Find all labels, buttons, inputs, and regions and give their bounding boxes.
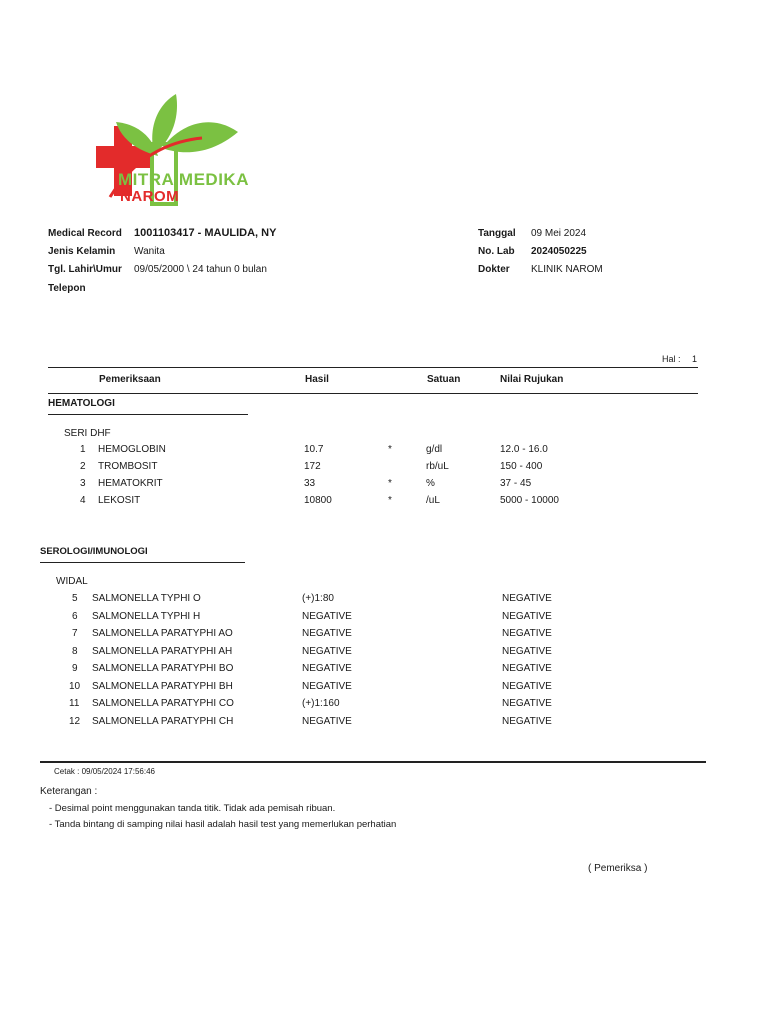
- exam-name: SALMONELLA TYPHI O: [92, 593, 201, 604]
- exam-name: LEKOSIT: [98, 495, 141, 506]
- result-value: 10800: [304, 495, 332, 506]
- logo-text-mitra-medika: MITRA MEDIKA: [118, 170, 249, 189]
- section-title-hematologi: HEMATOLOGI: [48, 398, 115, 409]
- row-number: 1: [80, 444, 86, 455]
- gender-label: Jenis Kelamin: [48, 246, 116, 257]
- exam-name: SALMONELLA PARATYPHI AH: [92, 646, 233, 657]
- exam-name: SALMONELLA PARATYPHI BH: [92, 681, 233, 692]
- reference-value: NEGATIVE: [502, 611, 552, 622]
- column-header-unit: Satuan: [427, 374, 461, 385]
- exam-name: SALMONELLA PARATYPHI BO: [92, 663, 234, 674]
- reference-value: NEGATIVE: [502, 698, 552, 709]
- reference-value: 12.0 - 16.0: [500, 444, 548, 455]
- column-header-reference: Nilai Rujukan: [500, 374, 564, 385]
- header-top-rule: [48, 367, 698, 368]
- lab-no-value: 2024050225: [531, 246, 587, 257]
- unit-value: rb/uL: [426, 461, 449, 472]
- result-value: NEGATIVE: [302, 681, 352, 692]
- row-number: 2: [80, 461, 86, 472]
- logo-text-narom: NAROM: [120, 188, 180, 205]
- table-row: [0, 478, 768, 495]
- note-item: - Tanda bintang di samping nilai hasil adalah hasil test yang memerlukan perhatian: [49, 819, 397, 830]
- print-stamp: Cetak : 09/05/2024 17:56:46: [54, 767, 155, 776]
- reference-value: NEGATIVE: [502, 716, 552, 727]
- result-value: 172: [304, 461, 321, 472]
- exam-name: HEMATOKRIT: [98, 478, 163, 489]
- notes-title: Keterangan :: [40, 786, 98, 797]
- table-row: [0, 646, 768, 663]
- exam-name: SALMONELLA PARATYPHI CH: [92, 716, 234, 727]
- dob-value: 09/05/2000 \ 24 tahun 0 bulan: [134, 264, 267, 275]
- reference-value: NEGATIVE: [502, 593, 552, 604]
- gender-value: Wanita: [134, 246, 165, 257]
- row-number: 6: [72, 611, 78, 622]
- reference-value: NEGATIVE: [502, 681, 552, 692]
- row-number: 12: [69, 716, 81, 727]
- medical-record-value: 1001103417 - MAULIDA, NY: [134, 227, 277, 239]
- dob-label: Tgl. Lahir\Umur: [48, 264, 122, 275]
- reference-value: NEGATIVE: [502, 646, 552, 657]
- section-title-serologi: SEROLOGI/IMUNOLOGI: [40, 546, 148, 557]
- table-row: [0, 593, 768, 610]
- row-number: 10: [69, 681, 81, 692]
- result-value: (+)1:160: [302, 698, 340, 709]
- medical-record-label: Medical Record: [48, 228, 122, 239]
- table-row: [0, 716, 768, 733]
- table-row: [0, 495, 768, 512]
- row-number: 4: [80, 495, 86, 506]
- flag-asterisk: *: [388, 495, 392, 506]
- exam-name: SALMONELLA TYPHI H: [92, 611, 201, 622]
- date-value: 09 Mei 2024: [531, 228, 587, 239]
- result-value: NEGATIVE: [302, 716, 352, 727]
- column-header-result: Hasil: [305, 374, 329, 385]
- table-row: [0, 628, 768, 645]
- result-value: NEGATIVE: [302, 628, 352, 639]
- page-label: Hal :: [662, 354, 681, 364]
- logo-cross-leaf-icon: [92, 92, 268, 210]
- group-title-seri-dhf: SERI DHF: [64, 428, 111, 439]
- header-bottom-rule: [48, 393, 698, 394]
- row-number: 9: [72, 663, 78, 674]
- unit-value: %: [426, 478, 435, 489]
- section-rule: [48, 414, 248, 415]
- phone-label: Telepon: [48, 283, 86, 294]
- examiner-signature: ( Pemeriksa ): [588, 863, 648, 874]
- reference-value: NEGATIVE: [502, 663, 552, 674]
- exam-name: HEMOGLOBIN: [98, 444, 166, 455]
- footer-rule: [40, 761, 706, 763]
- column-header-exam: Pemeriksaan: [99, 374, 161, 385]
- row-number: 5: [72, 593, 78, 604]
- group-title-widal: WIDAL: [56, 576, 88, 587]
- result-value: 10.7: [304, 444, 324, 455]
- unit-value: g/dl: [426, 444, 443, 455]
- doctor-value: KLINIK NAROM: [531, 264, 603, 275]
- unit-value: /uL: [426, 495, 440, 506]
- result-value: NEGATIVE: [302, 663, 352, 674]
- section-rule: [40, 562, 245, 563]
- result-value: (+)1:80: [302, 593, 334, 604]
- table-row: [0, 663, 768, 680]
- row-number: 11: [69, 698, 80, 709]
- exam-name: SALMONELLA PARATYPHI AO: [92, 628, 233, 639]
- reference-value: 150 - 400: [500, 461, 543, 472]
- flag-asterisk: *: [388, 478, 392, 489]
- reference-value: 5000 - 10000: [500, 495, 559, 506]
- reference-value: 37 - 45: [500, 478, 532, 489]
- exam-name: TROMBOSIT: [98, 461, 158, 472]
- result-value: 33: [304, 478, 316, 489]
- doctor-label: Dokter: [478, 264, 510, 275]
- note-item: - Desimal point menggunakan tanda titik. Tidak ada pemisah ribuan.: [49, 803, 336, 814]
- result-value: NEGATIVE: [302, 611, 352, 622]
- reference-value: NEGATIVE: [502, 628, 552, 639]
- row-number: 3: [80, 478, 86, 489]
- page-number: 1: [692, 354, 698, 364]
- flag-asterisk: *: [388, 444, 392, 455]
- table-row: [0, 611, 768, 628]
- row-number: 7: [72, 628, 78, 639]
- row-number: 8: [72, 646, 78, 657]
- exam-name: SALMONELLA PARATYPHI CO: [92, 698, 234, 709]
- result-value: NEGATIVE: [302, 646, 352, 657]
- lab-no-label: No. Lab: [478, 246, 515, 257]
- date-label: Tanggal: [478, 228, 516, 239]
- table-row: [0, 698, 768, 715]
- table-row: [0, 681, 768, 698]
- table-row: [0, 444, 768, 461]
- table-row: [0, 461, 768, 478]
